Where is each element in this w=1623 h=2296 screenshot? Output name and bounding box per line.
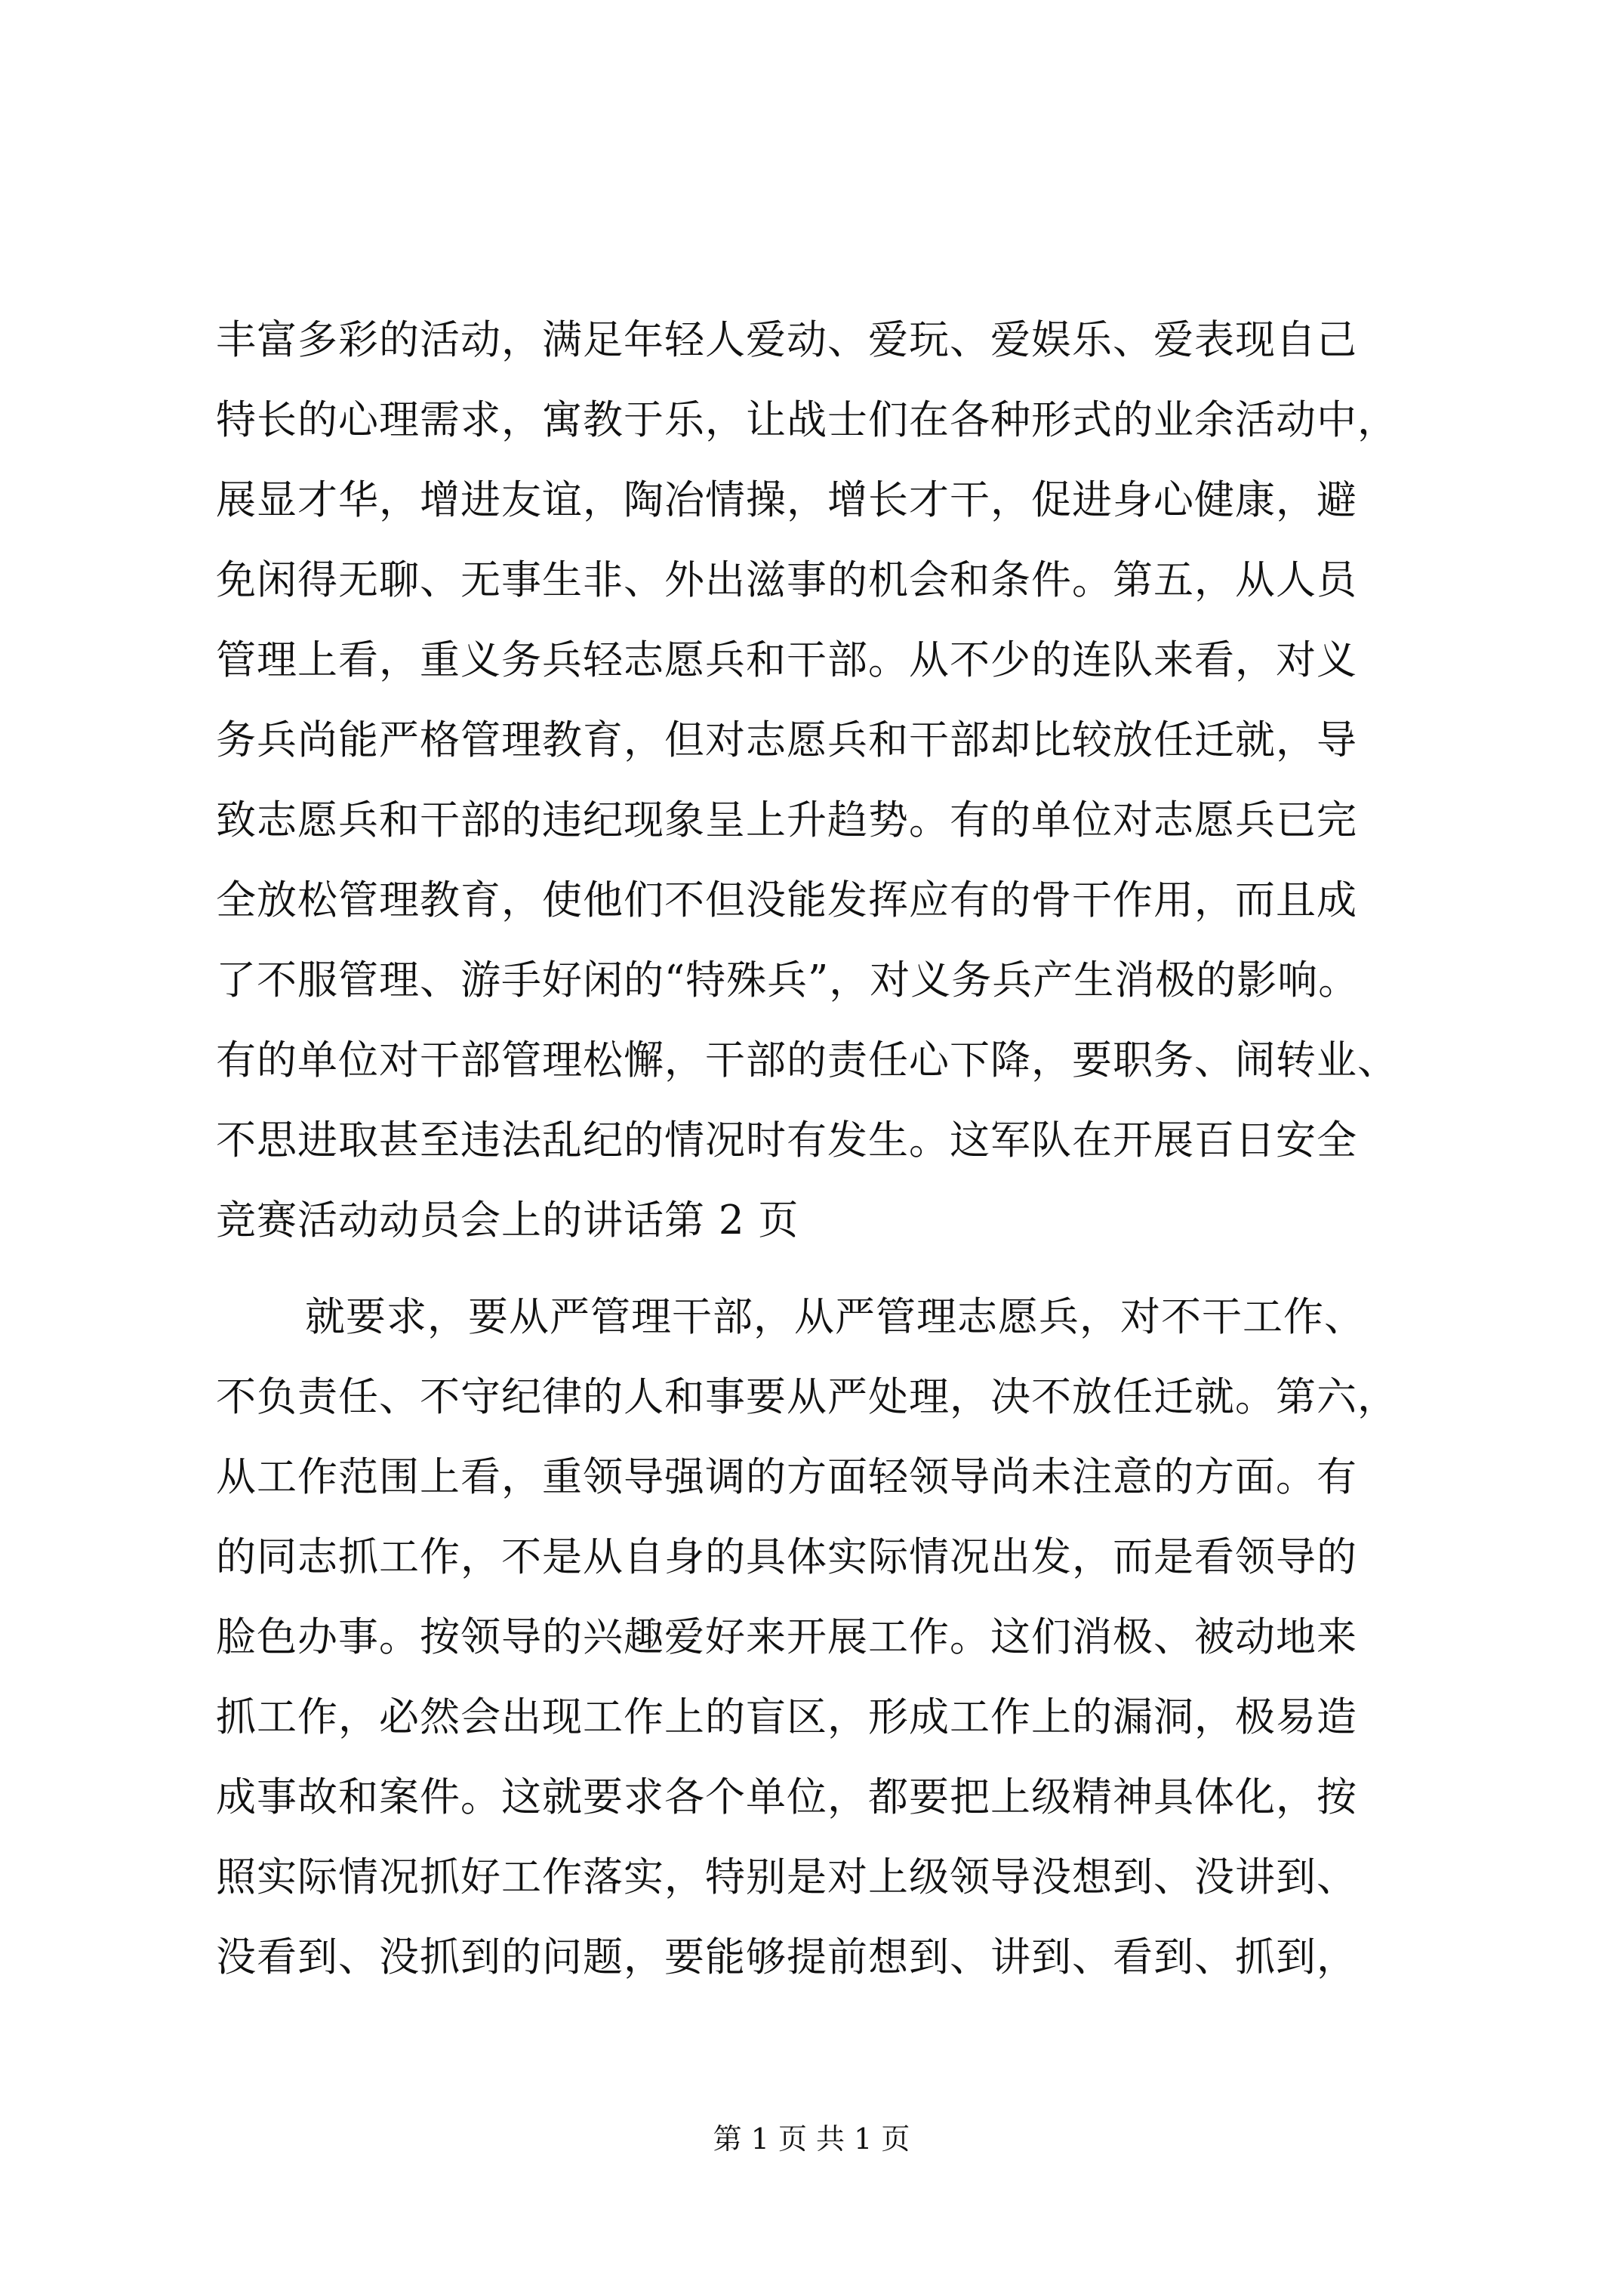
text-line: 管理上看，重义务兵轻志愿兵和干部。从不少的连队来看，对义 <box>216 637 1357 683</box>
text-line: 了不服管理、游手好闲的“特殊兵”，对义务兵产生消极的影响。 <box>216 957 1360 1003</box>
text-line: 不负责任、不守纪律的人和事要从严处理，决不放任迁就。第六， <box>216 1374 1398 1420</box>
text-line: 全放松管理教育，使他们不但没能发挥应有的骨干作用，而且成 <box>216 877 1357 923</box>
text-line: 抓工作，必然会出现工作上的盲区，形成工作上的漏洞，极易造 <box>216 1694 1357 1740</box>
text-line: 免闲得无聊、无事生非、外出滋事的机会和条件。第五，从人员 <box>216 557 1357 603</box>
text-line: 丰富多彩的活动，满足年轻人爱动、爱玩、爱娱乐、爱表现自己 <box>216 317 1357 363</box>
page-footer: 第 1 页 共 1 页 <box>713 2122 910 2156</box>
text-line: 竞赛活动动员会上的讲话第 2 页 <box>216 1197 799 1244</box>
text-line: 成事故和案件。这就要求各个单位，都要把上级精神具体化，按 <box>216 1774 1357 1820</box>
paragraph-gap <box>216 1261 1424 1277</box>
text-line: 有的单位对干部管理松懈，干部的责任心下降，要职务、闹转业、 <box>216 1037 1398 1083</box>
text-line: 不思进取甚至违法乱纪的情况时有发生。这军队在开展百日安全 <box>216 1117 1357 1163</box>
text-line: 务兵尚能严格管理教育，但对志愿兵和干部却比较放任迁就，导 <box>216 717 1357 763</box>
text-line: 致志愿兵和干部的违纪现象呈上升趋势。有的单位对志愿兵已完 <box>216 797 1357 843</box>
text-line: 没看到、没抓到的问题，要能够提前想到、讲到、看到、抓到， <box>216 1934 1357 1980</box>
text-line: 脸色办事。按领导的兴趣爱好来开展工作。这们消极、被动地来 <box>216 1614 1357 1660</box>
text-line: 特长的心理需求，寓教于乐，让战士们在各种形式的业余活动中， <box>216 397 1398 443</box>
text-line: 从工作范围上看，重领导强调的方面轻领导尚未注意的方面。有 <box>216 1454 1357 1500</box>
document-body <box>216 300 1424 1998</box>
text-line: 就要求，要从严管理干部，从严管理志愿兵，对不干工作、 <box>305 1294 1365 1340</box>
text-line: 展显才华，增进友谊，陶冶情操，增长才干，促进身心健康，避 <box>216 477 1357 523</box>
text-line: 的同志抓工作，不是从自身的具体实际情况出发，而是看领导的 <box>216 1534 1357 1580</box>
text-line: 照实际情况抓好工作落实，特别是对上级领导没想到、没讲到、 <box>216 1854 1357 1900</box>
